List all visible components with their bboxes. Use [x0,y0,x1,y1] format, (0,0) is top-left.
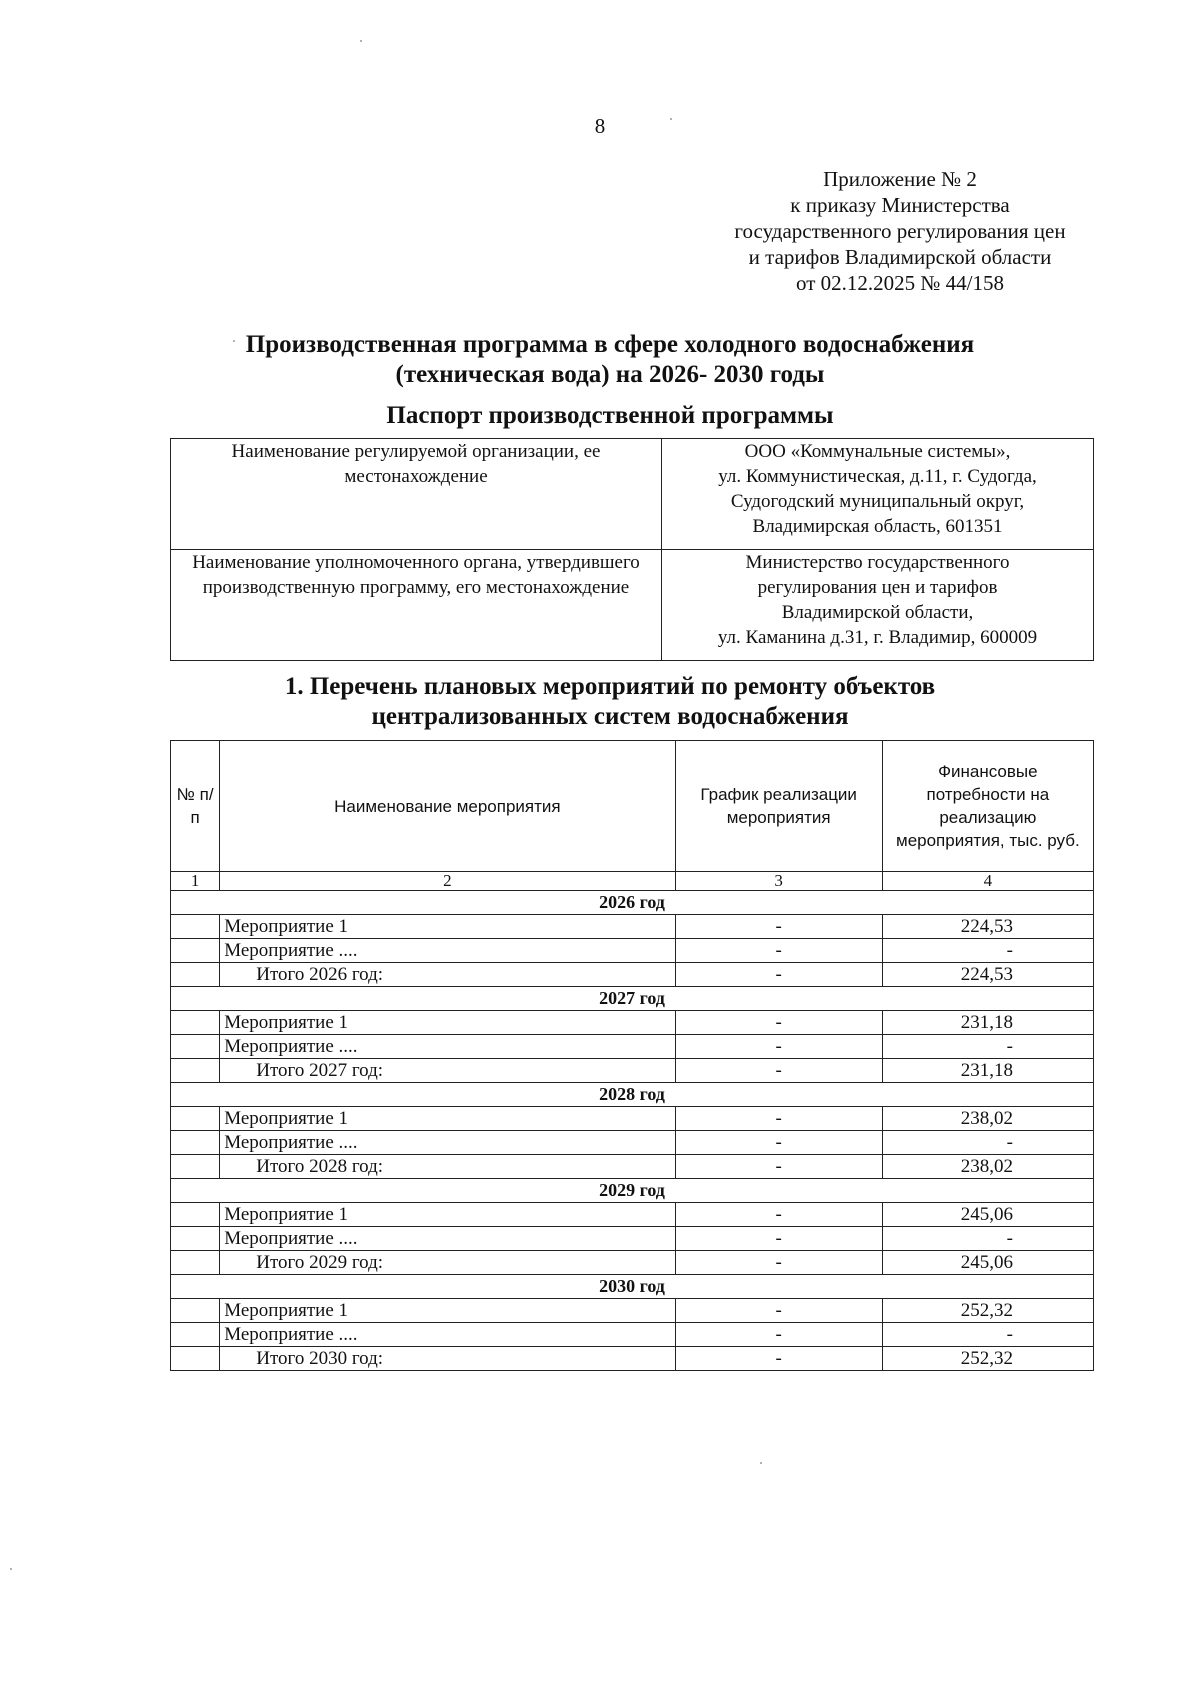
schedule-cell: - [675,963,882,987]
row-number-cell [171,1059,220,1083]
schedule-cell: - [675,1035,882,1059]
annex-line: Приложение № 2 [823,167,977,191]
schedule-cell: - [675,939,882,963]
section-title-line: 1. Перечень плановых мероприятий по ремонту объектов [284,673,936,700]
event-name-cell: Мероприятие .... [220,1131,675,1155]
table-row [171,1059,1094,1083]
schedule-cell: - [675,1323,882,1347]
row-number-cell [171,1323,220,1347]
annex-line: государственного регулирования цен [734,219,1066,243]
table-header-row [171,741,1094,872]
table-row [171,1251,1094,1275]
year-label: 2030 год [171,1275,1094,1299]
event-name-cell: Итого 2029 год: [220,1251,675,1275]
passport-value-line: Владимирская область, 601351 [752,516,1003,537]
amount-cell: 245,06 [882,1203,1093,1227]
event-name-cell: Итого 2026 год: [220,963,675,987]
event-name-cell: Мероприятие 1 [220,1299,675,1323]
passport-value-line: ул. Коммунистическая, д.11, г. Судогда, [718,466,1037,487]
row-number-cell [171,1227,220,1251]
row-number-cell [171,1251,220,1275]
year-group-row [171,1083,1094,1107]
table-row [171,1323,1094,1347]
event-name-cell: Мероприятие 1 [220,915,675,939]
event-name-cell: Мероприятие .... [220,1035,675,1059]
schedule-cell: - [675,1059,882,1083]
amount-cell: - [882,1323,1093,1347]
schedule-cell: - [675,1011,882,1035]
amount-cell: 231,18 [882,1059,1093,1083]
year-group-row [171,987,1094,1011]
table-row [171,1203,1094,1227]
document-title-line: Производственная программа в сфере холодного водоснабжения [245,331,975,358]
row-number-cell [171,1203,220,1227]
amount-cell: 252,32 [882,1347,1093,1371]
amount-cell: - [882,939,1093,963]
schedule-cell: - [675,1155,882,1179]
column-number: 2 [220,872,675,891]
passport-value-line: регулирования цен и тарифов [757,577,998,598]
scan-speck [360,40,362,42]
amount-cell: 238,02 [882,1107,1093,1131]
table-row [171,1347,1094,1371]
passport-row [171,439,1094,550]
document-title-line: (техническая вода) на 2026- 2030 годы [395,361,825,388]
table-row [171,1155,1094,1179]
header-schedule: График реализации мероприятия [675,741,882,872]
column-number-row [171,872,1094,891]
scan-speck [760,1462,762,1464]
event-name-cell: Мероприятие 1 [220,1203,675,1227]
passport-value-line: ул. Каманина д.31, г. Владимир, 600009 [717,627,1038,648]
schedule-cell: - [675,1131,882,1155]
schedule-cell: - [675,915,882,939]
table-row [171,963,1094,987]
scan-speck [233,340,235,342]
amount-cell: - [882,1035,1093,1059]
scan-speck [10,1568,12,1570]
row-number-cell [171,939,220,963]
amount-cell: 245,06 [882,1251,1093,1275]
amount-cell: - [882,1227,1093,1251]
amount-cell: 252,32 [882,1299,1093,1323]
passport-value [662,439,1094,550]
table-row [171,1011,1094,1035]
table-row [171,915,1094,939]
table-row [171,1227,1094,1251]
passport-label: Наименование регулируемой организации, ее местонахождение [171,439,662,550]
row-number-cell [171,1035,220,1059]
passport-value-line: ООО «Коммунальные системы», [744,441,1011,462]
amount-cell: 224,53 [882,963,1093,987]
event-name-cell: Итого 2027 год: [220,1059,675,1083]
events-table [170,740,1094,1371]
event-name-cell: Мероприятие .... [220,1227,675,1251]
table-row [171,1035,1094,1059]
row-number-cell [171,915,220,939]
schedule-cell: - [675,1347,882,1371]
schedule-cell: - [675,1299,882,1323]
amount-cell: 224,53 [882,915,1093,939]
table-row [171,1299,1094,1323]
table-row [171,1107,1094,1131]
column-number: 3 [675,872,882,891]
passport-row [171,550,1094,661]
passport-value-line: Владимирской области, [781,602,974,623]
event-name-cell: Мероприятие 1 [220,1107,675,1131]
annex-line: от 02.12.2025 № 44/158 [795,271,1005,295]
amount-cell: - [882,1131,1093,1155]
year-label: 2026 год [171,891,1094,915]
row-number-cell [171,1299,220,1323]
year-group-row [171,1179,1094,1203]
schedule-cell: - [675,1227,882,1251]
table-row [171,1131,1094,1155]
passport-value [662,550,1094,661]
header-financing: Финансовые потребности на реализацию мероприятия, тыс. руб. [882,741,1093,872]
table-row [171,939,1094,963]
row-number-cell [171,963,220,987]
event-name-cell: Итого 2028 год: [220,1155,675,1179]
annex-line: и тарифов Владимирской области [748,245,1052,269]
passport-heading: Паспорт производственной программы [386,402,834,429]
event-name-cell: Мероприятие .... [220,1323,675,1347]
section-title [170,672,1050,732]
year-label: 2029 год [171,1179,1094,1203]
schedule-cell: - [675,1107,882,1131]
annex-line: к приказу Министерства [790,193,1010,217]
row-number-cell [171,1155,220,1179]
row-number-cell [171,1347,220,1371]
row-number-cell [171,1107,220,1131]
amount-cell: 231,18 [882,1011,1093,1035]
column-number: 1 [171,872,220,891]
year-label: 2027 год [171,987,1094,1011]
event-name-cell: Итого 2030 год: [220,1347,675,1371]
section-title-line: централизованных систем водоснабжения [371,703,849,730]
event-name-cell: Мероприятие 1 [220,1011,675,1035]
amount-cell: 238,02 [882,1155,1093,1179]
schedule-cell: - [675,1251,882,1275]
header-event-name: Наименование мероприятия [220,741,675,872]
schedule-cell: - [675,1203,882,1227]
year-label: 2028 год [171,1083,1094,1107]
row-number-cell [171,1131,220,1155]
scan-speck [670,118,672,120]
row-number-cell [171,1011,220,1035]
event-name-cell: Мероприятие .... [220,939,675,963]
document-title [170,330,1050,390]
header-number: № п/п [171,741,220,872]
year-group-row [171,1275,1094,1299]
passport-value-line: Министерство государственного [745,552,1010,573]
annex-block [700,166,1100,296]
passport-value-line: Судогодский муниципальный округ, [730,491,1025,512]
column-number: 4 [882,872,1093,891]
page-number: 8 [594,114,606,138]
passport-label: Наименование уполномоченного органа, утвердившего производственную программу, его местонахождение [171,550,662,661]
year-group-row [171,891,1094,915]
passport-table [170,438,1094,661]
